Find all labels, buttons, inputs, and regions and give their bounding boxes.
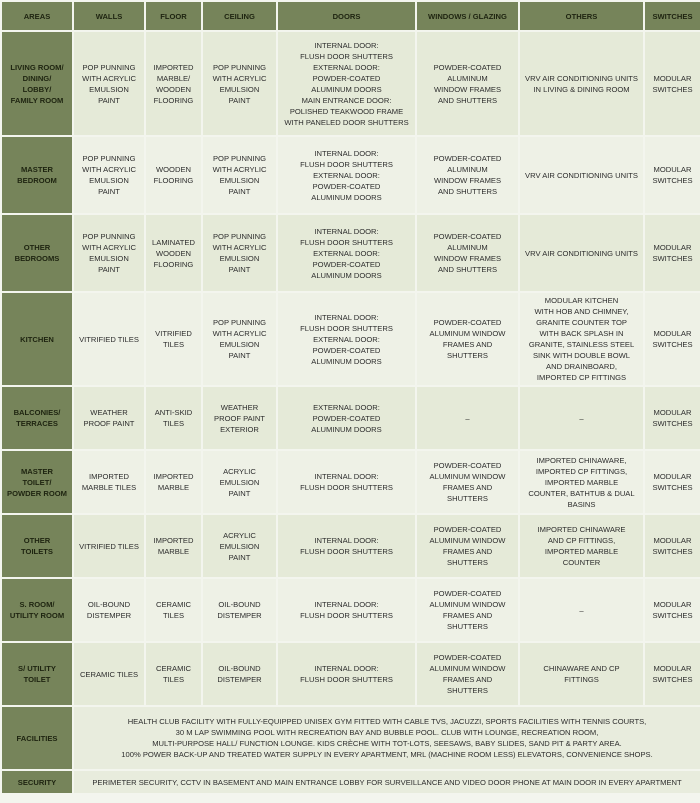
header-ceiling: CEILING (203, 2, 276, 30)
ceiling-cell: POP PUNNING WITH ACRYLIC EMULSION PAINT (203, 137, 276, 213)
switches-cell: MODULAR SWITCHES (645, 215, 700, 291)
walls-cell: VITRIFIED TILES (74, 293, 144, 385)
security-row (2, 771, 700, 793)
doors-cell: INTERNAL DOOR: FLUSH DOOR SHUTTERS (278, 643, 415, 705)
area-cell: OTHER BEDROOMS (2, 215, 72, 291)
floor-cell: IMPORTED MARBLE (146, 451, 201, 513)
switches-cell: MODULAR SWITCHES (645, 137, 700, 213)
security-label: SECURITY (2, 771, 72, 793)
doors-cell: INTERNAL DOOR: FLUSH DOOR SHUTTERS EXTERNAL DOOR: POWDER-COATED ALUMINUM DOORS (278, 215, 415, 291)
ceiling-cell: POP PUNNING WITH ACRYLIC EMULSION PAINT (203, 32, 276, 135)
area-cell: OTHER TOILETS (2, 515, 72, 577)
ceiling-cell: POP PUNNING WITH ACRYLIC EMULSION PAINT (203, 215, 276, 291)
switches-cell: MODULAR SWITCHES (645, 387, 700, 449)
walls-cell: POP PUNNING WITH ACRYLIC EMULSION PAINT (74, 32, 144, 135)
walls-cell: CERAMIC TILES (74, 643, 144, 705)
others-cell: IMPORTED CHINAWARE, IMPORTED CP FITTINGS, IMPORTED MARBLE COUNTER, BATHTUB & DUAL BASINS (520, 451, 643, 513)
header-walls: WALLS (74, 2, 144, 30)
header-floor: FLOOR (146, 2, 201, 30)
header-row (2, 2, 700, 30)
doors-cell: INTERNAL DOOR: FLUSH DOOR SHUTTERS (278, 579, 415, 641)
header-areas: AREAS (2, 2, 72, 30)
facilities-text: HEALTH CLUB FACILITY WITH FULLY-EQUIPPED UNISEX GYM FITTED WITH CABLE TVS, JACUZZI, SPORTS FACILITIES WITH TENNIS COURTS, 30 M LAP SWIMMING POOL WITH RECREATION BAY AND BUBBLE POOL. CLUB WITH LOUNGE, RECREATION ROOM, MULTI-PURPOSE HALL/ FUNCTION LOUNGE. KIDS CRÈCHE WITH TOT-LOTS, SEESAWS, BABY SLIDES, SAND PIT & PARTY AREA. 100% POWER BACK-UP AND TREATED WATER SUPPLY IN EVERY APARTMENT, MRL (MACHINE ROOM LESS) ELEVATORS, CONVENIENCE SHOPS. (74, 707, 700, 769)
others-cell: VRV AIR CONDITIONING UNITS (520, 137, 643, 213)
others-cell: – (520, 579, 643, 641)
windows-cell: – (417, 387, 518, 449)
windows-cell: POWDER-COATED ALUMINUM WINDOW FRAMES AND SHUTTERS (417, 215, 518, 291)
switches-cell: MODULAR SWITCHES (645, 515, 700, 577)
table-row (2, 32, 700, 135)
table-row (2, 387, 700, 449)
floor-cell: IMPORTED MARBLE (146, 515, 201, 577)
doors-cell: INTERNAL DOOR: FLUSH DOOR SHUTTERS EXTERNAL DOOR: POWDER-COATED ALUMINUM DOORS (278, 293, 415, 385)
windows-cell: POWDER-COATED ALUMINUM WINDOW FRAMES AND SHUTTERS (417, 451, 518, 513)
table-row (2, 293, 700, 385)
others-cell: CHINAWARE AND CP FITTINGS (520, 643, 643, 705)
others-cell: VRV AIR CONDITIONING UNITS IN LIVING & DINING ROOM (520, 32, 643, 135)
area-cell: MASTER TOILET/ POWDER ROOM (2, 451, 72, 513)
others-cell: – (520, 387, 643, 449)
facilities-label: FACILITIES (2, 707, 72, 769)
facilities-row (2, 707, 700, 769)
switches-cell: MODULAR SWITCHES (645, 643, 700, 705)
doors-cell: EXTERNAL DOOR: POWDER-COATED ALUMINUM DOORS (278, 387, 415, 449)
area-cell: S/ UTILITY TOILET (2, 643, 72, 705)
floor-cell: IMPORTED MARBLE/ WOODEN FLOORING (146, 32, 201, 135)
windows-cell: POWDER-COATED ALUMINUM WINDOW FRAMES AND SHUTTERS (417, 579, 518, 641)
ceiling-cell: ACRYLIC EMULSION PAINT (203, 515, 276, 577)
table-row (2, 515, 700, 577)
switches-cell: MODULAR SWITCHES (645, 579, 700, 641)
walls-cell: IMPORTED MARBLE TILES (74, 451, 144, 513)
switches-cell: MODULAR SWITCHES (645, 451, 700, 513)
others-cell: VRV AIR CONDITIONING UNITS (520, 215, 643, 291)
table-row (2, 451, 700, 513)
doors-cell: INTERNAL DOOR: FLUSH DOOR SHUTTERS (278, 515, 415, 577)
ceiling-cell: OIL-BOUND DISTEMPER (203, 579, 276, 641)
windows-cell: POWDER-COATED ALUMINUM WINDOW FRAMES AND SHUTTERS (417, 32, 518, 135)
floor-cell: ANTI-SKID TILES (146, 387, 201, 449)
ceiling-cell: POP PUNNING WITH ACRYLIC EMULSION PAINT (203, 293, 276, 385)
header-switches: SWITCHES (645, 2, 700, 30)
table-row (2, 137, 700, 213)
ceiling-cell: ACRYLIC EMULSION PAINT (203, 451, 276, 513)
ceiling-cell: WEATHER PROOF PAINT EXTERIOR (203, 387, 276, 449)
header-doors: DOORS (278, 2, 415, 30)
area-cell: KITCHEN (2, 293, 72, 385)
area-cell: S. ROOM/ UTILITY ROOM (2, 579, 72, 641)
floor-cell: CERAMIC TILES (146, 579, 201, 641)
walls-cell: OIL-BOUND DISTEMPER (74, 579, 144, 641)
walls-cell: POP PUNNING WITH ACRYLIC EMULSION PAINT (74, 215, 144, 291)
floor-cell: CERAMIC TILES (146, 643, 201, 705)
switches-cell: MODULAR SWITCHES (645, 32, 700, 135)
floor-cell: WOODEN FLOORING (146, 137, 201, 213)
header-others: OTHERS (520, 2, 643, 30)
table-row (2, 215, 700, 291)
doors-cell: INTERNAL DOOR: FLUSH DOOR SHUTTERS EXTERNAL DOOR: POWDER-COATED ALUMINUM DOORS MAIN ENTRANCE DOOR: POLISHED TEAKWOOD FRAME WITH PANELED DOOR SHUTTERS (278, 32, 415, 135)
switches-cell: MODULAR SWITCHES (645, 293, 700, 385)
others-cell: IMPORTED CHINAWARE AND CP FITTINGS, IMPORTED MARBLE COUNTER (520, 515, 643, 577)
table-row (2, 579, 700, 641)
header-windows: WINDOWS / GLAZING (417, 2, 518, 30)
walls-cell: WEATHER PROOF PAINT (74, 387, 144, 449)
ceiling-cell: OIL-BOUND DISTEMPER (203, 643, 276, 705)
windows-cell: POWDER-COATED ALUMINUM WINDOW FRAMES AND SHUTTERS (417, 515, 518, 577)
area-cell: MASTER BEDROOM (2, 137, 72, 213)
floor-cell: VITRIFIED TILES (146, 293, 201, 385)
area-cell: BALCONIES/ TERRACES (2, 387, 72, 449)
walls-cell: POP PUNNING WITH ACRYLIC EMULSION PAINT (74, 137, 144, 213)
area-cell: LIVING ROOM/ DINING/ LOBBY/ FAMILY ROOM (2, 32, 72, 135)
doors-cell: INTERNAL DOOR: FLUSH DOOR SHUTTERS (278, 451, 415, 513)
windows-cell: POWDER-COATED ALUMINUM WINDOW FRAMES AND SHUTTERS (417, 137, 518, 213)
security-text: PERIMETER SECURITY, CCTV IN BASEMENT AND MAIN ENTRANCE LOBBY FOR SURVEILLANCE AND VIDEO DOOR PHONE AT MAIN DOOR IN EVERY APARTMENT (74, 771, 700, 793)
others-cell: MODULAR KITCHEN WITH HOB AND CHIMNEY, GRANITE COUNTER TOP WITH BACK SPLASH IN GRANITE, STAINLESS STEEL SINK WITH DOUBLE BOWL AND DRAINBOARD, IMPORTED CP FITTINGS (520, 293, 643, 385)
floor-cell: LAMINATED WOODEN FLOORING (146, 215, 201, 291)
table-row (2, 643, 700, 705)
windows-cell: POWDER-COATED ALUMINUM WINDOW FRAMES AND SHUTTERS (417, 293, 518, 385)
windows-cell: POWDER-COATED ALUMINUM WINDOW FRAMES AND SHUTTERS (417, 643, 518, 705)
walls-cell: VITRIFIED TILES (74, 515, 144, 577)
doors-cell: INTERNAL DOOR: FLUSH DOOR SHUTTERS EXTERNAL DOOR: POWDER-COATED ALUMINUM DOORS (278, 137, 415, 213)
